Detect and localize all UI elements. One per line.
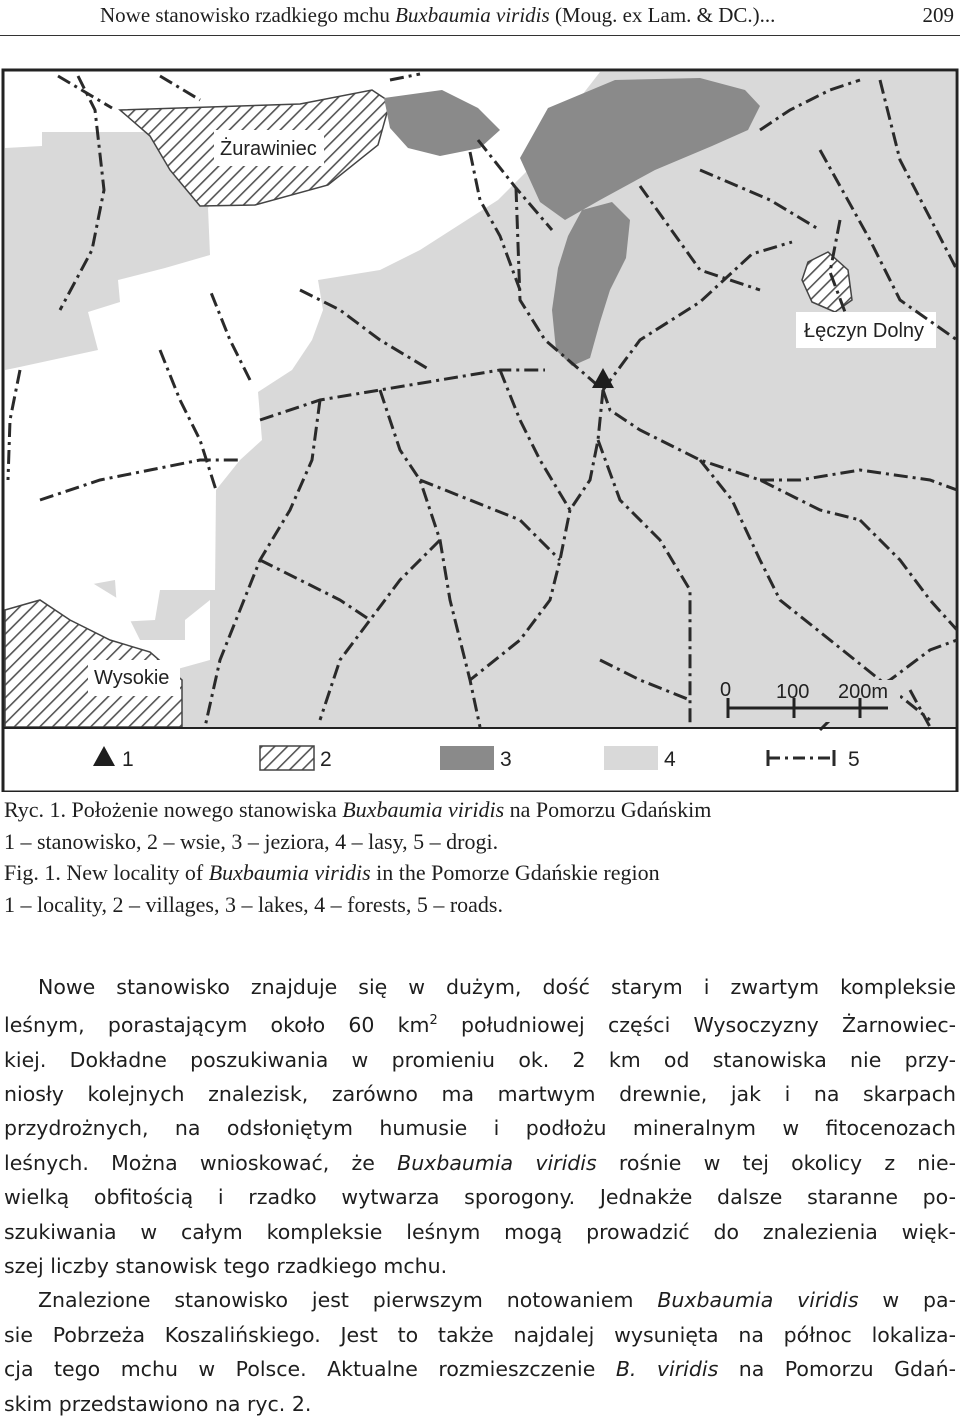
paragraph-1-line-7: wielką obfitością i rzadko wytwarza sporogony. Jednakże dalsze staranne po- xyxy=(4,1185,956,1210)
legend-num-5: 5 xyxy=(848,748,860,771)
paragraph-1-line-5: przydrożnych, na odsłoniętym humusie i podłożu mineralnym w fitocenozach xyxy=(4,1116,956,1141)
species-name: Buxbaumia viridis xyxy=(397,1150,597,1175)
figure-caption xyxy=(4,794,954,920)
map-svg xyxy=(0,40,960,792)
running-title-authors: (Moug. ex Lam. & DC.)... xyxy=(549,3,776,27)
text-segment: południowej części Wysoczyzny Żarnowiec- xyxy=(437,1013,957,1038)
label-leczyn-dolny: Łęczyn Dolny xyxy=(804,320,925,342)
figure-map xyxy=(0,40,960,792)
caption-pl-legend: 1 – stanowisko, 2 – wsie, 3 – jeziora, 4 – lasy, 5 – drogi. xyxy=(4,828,499,854)
paragraph-1-line-4: niosły kolejnych znalezisk, zarówno ma martwym drewnie, jak i na skarpach xyxy=(4,1082,956,1107)
caption-pl-species: Buxbaumia viridis xyxy=(342,797,505,822)
running-title-text: Nowe stanowisko rzadkiego mchu xyxy=(100,3,396,27)
legend-hatch-swatch xyxy=(260,746,314,770)
paragraph-1-line-1: Nowe stanowisko znajduje się w dużym, dość starym i zwartym kompleksie xyxy=(38,975,956,999)
page-number: 209 xyxy=(922,3,954,27)
paragraph-2-line-3 xyxy=(4,1352,956,1386)
running-title xyxy=(100,1,775,29)
text-segment: leśnym, porastającym około 60 km xyxy=(4,1013,430,1038)
scale-bar xyxy=(720,679,900,722)
caption-en-species: Buxbaumia viridis xyxy=(208,860,371,885)
caption-pl-title-b: na Pomorzu Gdańskim xyxy=(504,797,712,822)
legend-lake-swatch xyxy=(440,746,494,770)
paragraph-1-line-6 xyxy=(4,1146,956,1180)
legend-num-1: 1 xyxy=(122,748,134,771)
legend-num-3: 3 xyxy=(500,748,512,771)
body-text xyxy=(4,970,956,1421)
species-name: Buxbaumia viridis xyxy=(657,1288,859,1313)
running-header xyxy=(0,0,960,36)
text-segment: rośnie w tej okolicy z nie- xyxy=(596,1150,956,1175)
legend-num-2: 2 xyxy=(320,748,332,771)
caption-en-title-a: Fig. 1. New locality of xyxy=(4,860,209,885)
label-zurawiniec: Żurawiniec xyxy=(220,138,317,160)
paragraph-1-line-3: kiej. Dokładne poszukiwania w promieniu ok. 2 km od stanowiska nie przy- xyxy=(4,1047,956,1072)
species-name: B. viridis xyxy=(615,1357,719,1382)
paragraph-2-line-2: sie Pobrzeża Koszalińskiego. Jest to także najdalej wysunięta na północ lokaliza- xyxy=(4,1322,956,1347)
caption-pl-title xyxy=(4,794,954,826)
text-segment: Znalezione stanowisko jest pierwszym notowaniem xyxy=(38,1288,658,1313)
text-segment: cja tego mchu w Polsce. Aktualne rozmieszczenie xyxy=(4,1357,616,1382)
caption-pl-title-a: Ryc. 1. Położenie nowego stanowiska xyxy=(4,797,343,822)
superscript: 2 xyxy=(429,1013,438,1029)
text-segment: leśnych. Można wnioskować, że xyxy=(4,1150,398,1175)
caption-en-title xyxy=(4,857,954,889)
paragraph-1-line-2 xyxy=(4,1004,956,1042)
text-segment: na Pomorzu Gdań- xyxy=(718,1357,957,1382)
running-title-species: Buxbaumia viridis xyxy=(395,3,550,27)
paragraph-1-line-8: szukiwania w całym kompleksie leśnym mogą prowadzić do znalezienia więk- xyxy=(4,1219,956,1244)
scale-zero: 0 xyxy=(720,679,732,701)
scale-end: 200m xyxy=(838,681,889,703)
header-rule xyxy=(0,35,960,36)
paragraph-1-line-9: szej liczby stanowisk tego rzadkiego mchu. xyxy=(4,1254,448,1279)
label-wysokie: Wysokie xyxy=(94,667,170,689)
text-segment: w pa- xyxy=(858,1288,956,1313)
paragraph-2-line-1 xyxy=(4,1283,956,1317)
legend-forest-swatch xyxy=(604,746,658,770)
caption-en-legend: 1 – locality, 2 – villages, 3 – lakes, 4 – forests, 5 – roads. xyxy=(4,891,503,917)
legend-num-4: 4 xyxy=(664,748,676,771)
caption-en-title-b: in the Pomorze Gdańskie region xyxy=(370,860,660,885)
paragraph-2-line-4: skim przedstawiono na ryc. 2. xyxy=(4,1391,312,1416)
scale-mid: 100 xyxy=(776,681,810,703)
